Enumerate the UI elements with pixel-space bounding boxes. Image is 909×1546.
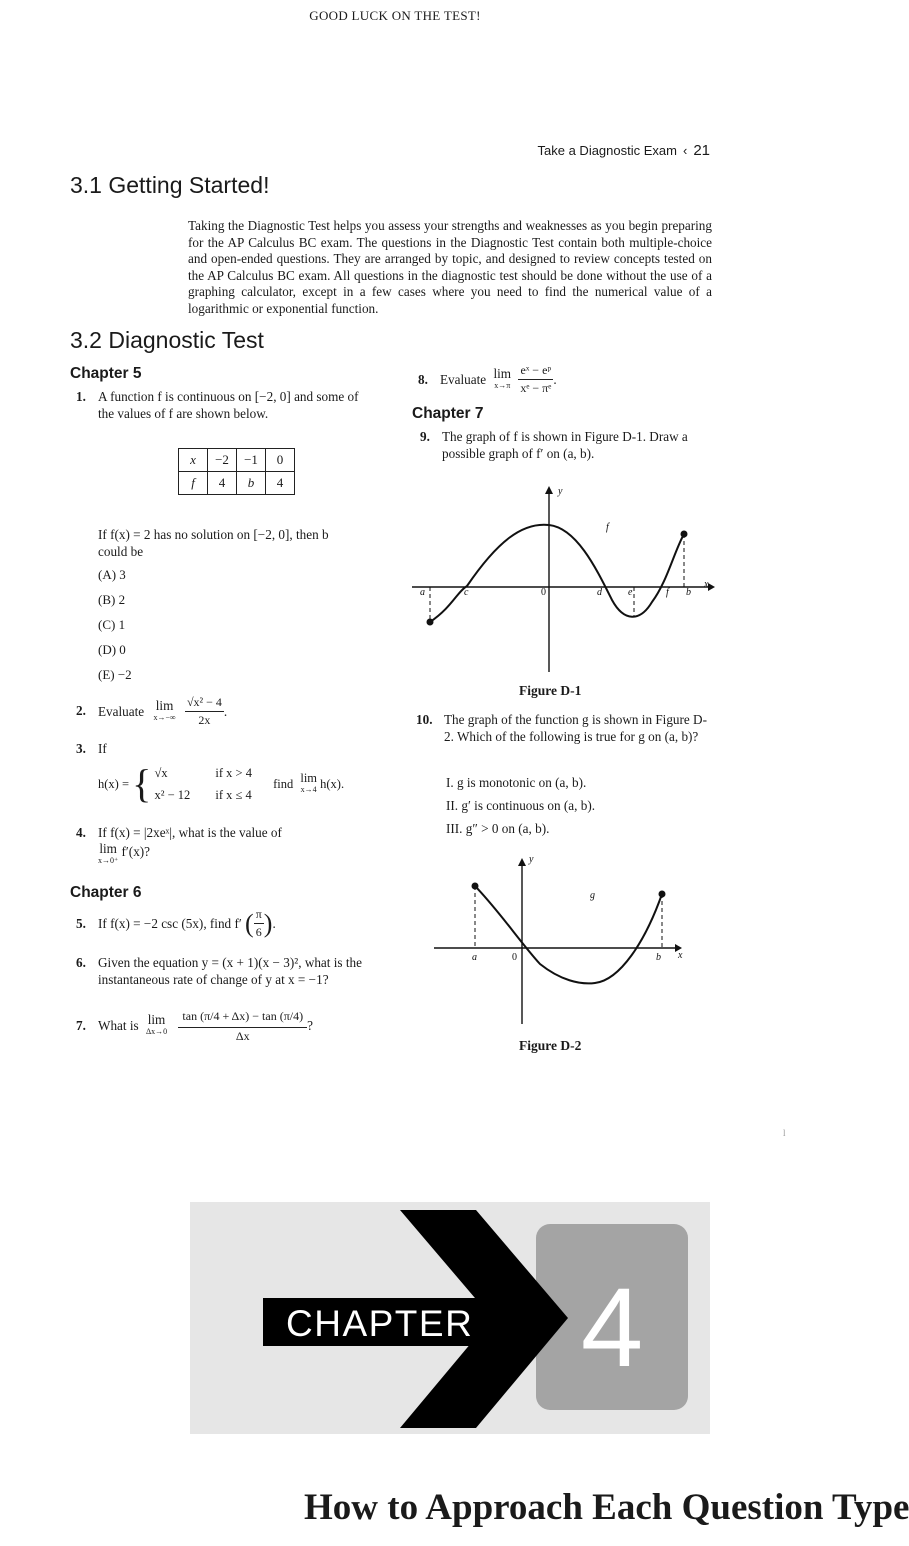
label-zero: 0 <box>541 587 546 598</box>
punct: . <box>272 916 276 931</box>
question-number: 9. <box>420 429 430 444</box>
label-d: d <box>597 587 602 598</box>
fraction <box>518 362 553 397</box>
running-head <box>538 142 710 159</box>
limit-operator <box>493 365 512 392</box>
chapter-5-heading: Chapter 5 <box>70 365 142 382</box>
y-axis-arrow-icon <box>545 486 553 494</box>
table-cell: −1 <box>237 449 266 472</box>
question-9 <box>420 428 720 462</box>
find-end: h(x). <box>320 776 345 791</box>
limit-expr: f′(x)? <box>121 844 151 859</box>
label-e: e <box>628 587 633 598</box>
lim-text: lim <box>147 1011 166 1027</box>
numerator: eˣ − eᵖ <box>518 362 553 380</box>
question-text: A function f is continuous on [−2, 0] and some of the values of f are shown below. <box>98 389 359 421</box>
values-table <box>178 448 295 495</box>
label-g: g <box>590 890 595 901</box>
table-cell: 4 <box>208 472 237 495</box>
statement-1: I. g is monotonic on (a, b). <box>446 775 587 790</box>
label-f: f <box>606 522 609 533</box>
table-cell: f <box>179 472 208 495</box>
lim-text: lim <box>99 841 117 856</box>
figure-d1-graph <box>412 482 717 677</box>
figure-d1-caption: Figure D-1 <box>519 683 582 698</box>
choice-c[interactable]: (C) 1 <box>98 617 126 632</box>
condition-1: if x > 4 <box>215 766 252 780</box>
limit-operator <box>98 843 118 867</box>
question-text: If f(x) = |2xeˣ|, what is the value of <box>98 825 282 840</box>
figure-d2-caption: Figure D-2 <box>519 1038 582 1053</box>
case-2: x² − 12 <box>154 788 191 802</box>
y-axis-arrow-icon <box>518 858 526 866</box>
lim-sub: x→4 <box>300 785 317 794</box>
find-text: find <box>273 776 294 791</box>
punct: . <box>553 372 557 387</box>
limit-operator <box>300 772 317 796</box>
question-lead: Evaluate <box>98 704 145 719</box>
running-head-title: Take a Diagnostic Exam <box>537 143 677 158</box>
denominator: Δx <box>235 1029 250 1043</box>
question-5 <box>76 906 276 941</box>
question-1 <box>76 388 376 422</box>
question-7 <box>76 1006 313 1045</box>
chapter-arrow-icon <box>190 1202 710 1434</box>
question-10 <box>416 711 716 745</box>
section-32-title: 3.2 Diagnostic Test <box>70 327 264 353</box>
denominator: 6 <box>255 925 262 939</box>
cases-values <box>154 762 190 806</box>
question-8 <box>418 362 557 397</box>
choice-e[interactable]: (E) −2 <box>98 667 132 682</box>
choice-d[interactable]: (D) 0 <box>98 642 126 657</box>
case-1: √x <box>154 766 168 780</box>
question-text: If f(x) = −2 csc (5x), find f′ <box>98 916 242 931</box>
chapter-word: CHAPTER <box>286 1303 474 1344</box>
punct: ? <box>307 1018 313 1033</box>
function-g-curve <box>475 886 662 983</box>
limit-operator <box>153 697 176 724</box>
lim-sub: x→−∞ <box>153 712 176 722</box>
fraction <box>178 1006 307 1045</box>
question-text: The graph of the function g is shown in Figure D-2. Which of the following is true for g on (a, b)? <box>444 712 707 744</box>
lim-text: lim <box>493 365 512 381</box>
label-f-intercept: f <box>666 587 669 598</box>
label-x: x <box>678 950 683 961</box>
table-row <box>179 449 295 472</box>
x-axis-arrow-icon <box>708 583 715 591</box>
numerator: √x² − 4 <box>185 694 224 712</box>
table-row <box>179 472 295 495</box>
question-lead: Evaluate <box>440 372 487 387</box>
label-b: b <box>686 587 691 598</box>
question-number: 8. <box>418 372 428 387</box>
page-number: 21 <box>693 142 710 159</box>
question-6 <box>76 954 386 988</box>
label-y: y <box>558 486 563 497</box>
label-a: a <box>472 952 477 963</box>
lim-text: lim <box>155 697 174 713</box>
denominator: xᵉ − πᵉ <box>520 381 552 395</box>
question-text: Given the equation y = (x + 1)(x − 3)², what is the instantaneous rate of change of y at x = −1? <box>98 955 362 987</box>
numerator: tan (π/4 + Δx) − tan (π/4) <box>178 1006 307 1028</box>
question-lead: If <box>98 741 107 756</box>
question-1-followup: If f(x) = 2 has no solution on [−2, 0], then b could be <box>98 527 329 559</box>
label-zero: 0 <box>512 952 517 963</box>
lim-text: lim <box>300 771 318 785</box>
numerator: π <box>254 906 264 924</box>
choice-a[interactable]: (A) 3 <box>98 567 126 582</box>
table-cell: 0 <box>266 449 295 472</box>
chevron-left-icon: ‹ <box>682 143 688 158</box>
question-10-statements <box>446 771 595 840</box>
piecewise-function <box>98 762 344 806</box>
chapter-6-heading: Chapter 6 <box>70 884 142 901</box>
condition-2: if x ≤ 4 <box>215 788 252 802</box>
question-number: 2. <box>76 702 86 718</box>
question-3 <box>76 740 107 757</box>
paren-close-icon: ) <box>263 909 273 938</box>
label-y: y <box>529 854 534 865</box>
chapter-banner <box>190 1202 710 1434</box>
label-b: b <box>656 952 661 963</box>
question-number: 3. <box>76 741 86 756</box>
denominator: 2x <box>198 713 211 727</box>
table-cell: b <box>237 472 266 495</box>
table-cell: 4 <box>266 472 295 495</box>
limit-expression <box>98 843 376 867</box>
cases-conditions <box>215 762 252 806</box>
question-number: 1. <box>76 389 86 404</box>
chapter-number: 4 <box>580 1265 644 1390</box>
stray-mark: l <box>783 1128 786 1138</box>
figure-d2-graph <box>430 852 690 1027</box>
question-number: 10. <box>416 712 433 727</box>
brace-icon: { <box>132 761 152 806</box>
top-note: GOOD LUCK ON THE TEST! <box>309 8 481 23</box>
answer-choices <box>98 567 132 692</box>
section-31-title: 3.1 Getting Started! <box>70 172 270 198</box>
paren-open-icon: ( <box>245 909 254 938</box>
limit-operator <box>145 1011 168 1038</box>
question-number: 5. <box>76 916 86 931</box>
lim-sub: x→π <box>494 380 511 390</box>
fraction <box>185 694 224 729</box>
question-number: 6. <box>76 955 86 970</box>
function-f-curve <box>430 525 684 622</box>
question-number: 4. <box>76 825 86 840</box>
statement-2: II. g′ is continuous on (a, b). <box>446 798 596 813</box>
question-text: The graph of f is shown in Figure D-1. Draw a possible graph of f′ on (a, b). <box>442 429 688 461</box>
table-cell: x <box>179 449 208 472</box>
chapter-7-heading: Chapter 7 <box>412 405 484 422</box>
function-name: h(x) = <box>98 776 129 791</box>
choice-b[interactable]: (B) 2 <box>98 592 126 607</box>
table-cell: −2 <box>208 449 237 472</box>
label-x: x <box>704 579 709 590</box>
statement-3: III. g″ > 0 on (a, b). <box>446 821 550 836</box>
label-a: a <box>420 587 425 598</box>
next-chapter-title: How to Approach Each Question Type <box>304 1487 909 1528</box>
lim-sub: Δx→0 <box>145 1026 168 1036</box>
punct: . <box>223 704 228 719</box>
label-c: c <box>464 587 469 598</box>
question-number: 7. <box>76 1018 86 1033</box>
question-lead: What is <box>98 1018 139 1033</box>
lim-sub: x→0⁺ <box>98 856 119 865</box>
question-4 <box>76 824 376 867</box>
fraction <box>254 906 264 941</box>
question-2 <box>76 694 227 729</box>
section-31-body: Taking the Diagnostic Test helps you assess your strengths and weaknesses as you begin preparing for the AP Calculus BC exam. The questions in the Diagnostic Test contain both multiple-choice and open-ended questions. They are arranged by topic, and designed to review concepts tested on the AP Calculus BC exam. All questions in the diagnostic test should be done without the use of a graphing calculator, except in a few cases where you need to find the numerical value of a logarithmic or exponential function. <box>188 218 712 316</box>
